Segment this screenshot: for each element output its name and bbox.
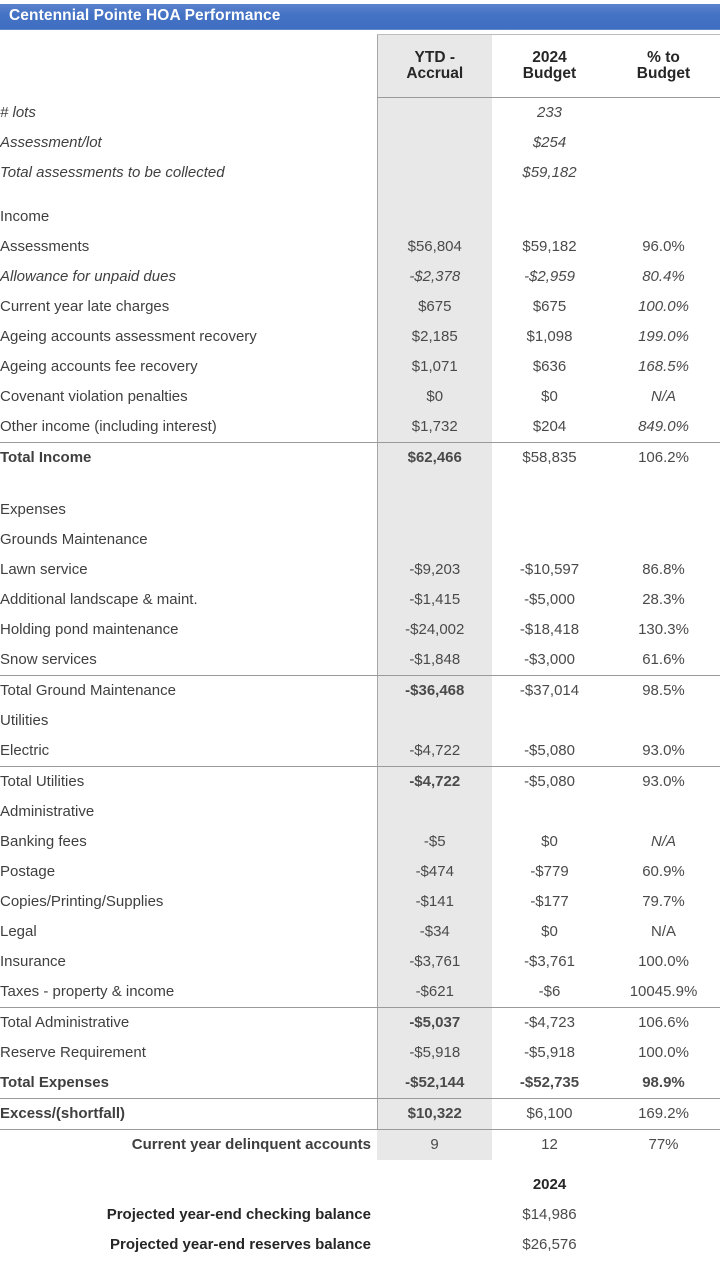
row-label: Current year delinquent accounts <box>131 1136 371 1154</box>
row-label: Assessment/lot <box>0 134 102 152</box>
row-label: Assessments <box>0 238 90 256</box>
section-pct <box>607 525 720 555</box>
section-ytd <box>377 525 492 555</box>
row-ytd: -$3,761 <box>377 947 492 977</box>
row-ytd: -$34 <box>377 917 492 947</box>
spacer-pct <box>607 473 720 495</box>
row-pct: 79.7% <box>642 893 685 911</box>
row-budget: -$3,000 <box>492 645 607 676</box>
row-pct: 169.2% <box>607 1099 720 1130</box>
row-budget: -$4,723 <box>524 1014 575 1032</box>
table-row-excess-shortfall <box>0 1099 720 1130</box>
table-row-total-ground-maintenance <box>0 676 720 707</box>
section-label: Income <box>0 208 50 226</box>
row-label: Ageing accounts fee recovery <box>0 358 198 376</box>
row-budget: -$52,735 <box>492 1068 607 1099</box>
spacer-budget <box>492 188 607 202</box>
row-ytd: $1,732 <box>377 412 492 443</box>
row-pct: N/A <box>650 923 676 941</box>
row-ytd: $2,185 <box>377 322 492 352</box>
header-2024-budget <box>492 35 607 98</box>
row-pct: 28.3% <box>642 591 685 609</box>
section-budget <box>492 706 607 736</box>
row-budget: $636 <box>532 358 567 376</box>
section-ytd <box>377 797 492 827</box>
row-ytd: $0 <box>377 382 492 412</box>
section-ytd <box>377 495 492 525</box>
row-budget: -$177 <box>530 893 569 911</box>
row-label: Current year late charges <box>0 298 170 316</box>
row-ytd: $62,466 <box>377 443 492 474</box>
row-ytd: -$36,468 <box>377 676 492 707</box>
table-row-ageing-fee-recovery <box>0 352 720 382</box>
row-label: Holding pond maintenance <box>0 621 179 639</box>
table-row-snow-services <box>0 645 720 676</box>
row-label: Postage <box>0 863 56 881</box>
row-pct: 168.5% <box>638 358 689 376</box>
table-row-total-utilities <box>0 767 720 798</box>
header-pct-to-budget <box>607 35 720 98</box>
section-heading-income <box>0 202 720 232</box>
row-label: Additional landscape & maint. <box>0 591 198 609</box>
table-row-additional-landscape <box>0 585 720 615</box>
row-ytd <box>377 158 492 188</box>
section-heading-administrative <box>0 797 720 827</box>
row-pct: 86.8% <box>642 561 685 579</box>
row-pct: 100.0% <box>638 1044 689 1062</box>
table-row-electric <box>0 736 720 767</box>
row-pct: 61.6% <box>607 645 720 676</box>
row-label: Insurance <box>0 953 66 971</box>
table-row-other-income <box>0 412 720 443</box>
table-row-reserve-requirement <box>0 1038 720 1068</box>
row-ytd <box>377 98 492 128</box>
section-label: Grounds Maintenance <box>0 531 148 549</box>
row-pct: 93.0% <box>607 736 720 767</box>
page-title: Centennial Pointe HOA Performance <box>9 7 281 24</box>
row-label: Reserve Requirement <box>0 1044 146 1062</box>
row-budget: -$5,080 <box>492 736 607 767</box>
table-row-covenant-violation-penalties <box>0 382 720 412</box>
row-pct <box>607 158 720 188</box>
row-budget: -$779 <box>530 863 569 881</box>
row-budget: -$5,000 <box>524 591 575 609</box>
row-pct: 98.9% <box>607 1068 720 1099</box>
row-budget: $675 <box>532 298 567 316</box>
spacer-label <box>0 188 377 202</box>
row-pct: 93.0% <box>642 773 685 791</box>
spacer-row <box>0 473 720 495</box>
section-budget <box>492 797 607 827</box>
table-row-copies-printing-supplies <box>0 887 720 917</box>
projected-checking-row <box>0 1206 720 1236</box>
projected-balances-block <box>0 1176 720 1266</box>
row-ytd: -$9,203 <box>377 555 492 585</box>
section-heading-utilities <box>0 706 720 736</box>
table-row-ageing-assessment-recovery <box>0 322 720 352</box>
row-budget: -$2,959 <box>524 268 575 286</box>
row-pct: 849.0% <box>607 412 720 443</box>
table-row-holding-pond-maintenance <box>0 615 720 645</box>
spacer-row <box>0 188 720 202</box>
row-pct: 100.0% <box>638 953 689 971</box>
projected-reserves-label: Projected year-end reserves balance <box>110 1236 371 1253</box>
table-row-taxes-property-income <box>0 977 720 1008</box>
row-label: # lots <box>0 104 36 122</box>
row-label: Total assessments to be collected <box>0 164 225 182</box>
row-pct: 106.2% <box>638 449 689 467</box>
table-row-lots <box>0 98 720 128</box>
row-label: Banking fees <box>0 833 87 851</box>
table-row-postage <box>0 857 720 887</box>
header-pct-line1: % to <box>647 48 680 66</box>
table-row-assessments <box>0 232 720 262</box>
row-budget: -$5,918 <box>524 1044 575 1062</box>
row-label: Total Utilities <box>0 773 85 791</box>
row-budget: -$3,761 <box>524 953 575 971</box>
row-ytd: 9 <box>377 1130 492 1161</box>
row-budget: -$5,080 <box>524 773 575 791</box>
section-budget <box>492 202 607 232</box>
row-budget: $254 <box>532 134 567 152</box>
table-row-banking-fees <box>0 827 720 857</box>
section-label: Expenses <box>0 501 66 519</box>
row-ytd: -$52,144 <box>377 1068 492 1099</box>
row-budget: -$18,418 <box>519 621 580 639</box>
row-pct <box>607 128 720 158</box>
row-budget: $204 <box>492 412 607 443</box>
row-ytd: -$141 <box>377 887 492 917</box>
projected-year-label: 2024 <box>532 1176 567 1193</box>
row-budget: -$6 <box>492 977 607 1008</box>
row-ytd: -$5 <box>377 827 492 857</box>
table-row-lawn-service <box>0 555 720 585</box>
header-label-cell <box>0 35 377 98</box>
section-pct <box>607 797 720 827</box>
row-ytd: -$1,415 <box>377 585 492 615</box>
row-label: Lawn service <box>0 561 88 579</box>
table-row-allowance-unpaid-dues <box>0 262 720 292</box>
row-ytd: -$2,378 <box>377 262 492 292</box>
row-label: Electric <box>0 736 377 767</box>
projected-year-row <box>0 1176 720 1206</box>
header-ytd-accrual <box>377 35 492 98</box>
row-budget: $0 <box>541 388 558 406</box>
table-row-insurance <box>0 947 720 977</box>
table-row-delinquent-accounts <box>0 1130 720 1161</box>
section-pct <box>607 495 720 525</box>
table-row-total-assessments-collected <box>0 158 720 188</box>
row-pct: 100.0% <box>638 298 689 316</box>
section-ytd <box>377 202 492 232</box>
row-budget: $1,098 <box>526 328 573 346</box>
spacer-ytd <box>377 473 492 495</box>
projected-checking-label: Projected year-end checking balance <box>106 1206 371 1223</box>
spacer-label <box>0 473 377 495</box>
spacer-pct <box>607 188 720 202</box>
row-ytd: $1,071 <box>377 352 492 382</box>
row-ytd: -$4,722 <box>377 736 492 767</box>
table-row-legal <box>0 917 720 947</box>
row-budget: $0 <box>541 923 558 941</box>
row-pct: 98.5% <box>642 682 685 700</box>
table-row-total-expenses <box>0 1068 720 1099</box>
row-label: Allowance for unpaid dues <box>0 268 176 286</box>
table-row-total-income <box>0 443 720 474</box>
row-pct: 199.0% <box>638 328 689 346</box>
row-label: Copies/Printing/Supplies <box>0 893 164 911</box>
table-row-assessment-per-lot <box>0 128 720 158</box>
row-pct: 96.0% <box>642 238 685 256</box>
section-pct <box>607 202 720 232</box>
section-label: Administrative <box>0 803 95 821</box>
projected-reserves-row <box>0 1236 720 1266</box>
row-pct: N/A <box>650 833 676 851</box>
row-budget: -$37,014 <box>519 682 580 700</box>
row-label: Total Administrative <box>0 1014 130 1032</box>
projected-reserves-value: $26,576 <box>522 1236 577 1253</box>
row-budget: -$10,597 <box>519 561 580 579</box>
row-budget: 12 <box>541 1136 558 1154</box>
row-budget: $58,835 <box>522 449 577 467</box>
row-label: Snow services <box>0 645 377 676</box>
section-budget <box>492 495 607 525</box>
row-pct <box>607 98 720 128</box>
financial-table <box>0 34 720 1160</box>
section-ytd <box>377 706 492 736</box>
row-pct: N/A <box>650 388 676 406</box>
section-label: Utilities <box>0 712 49 730</box>
row-label: Total Ground Maintenance <box>0 682 176 700</box>
row-ytd: $56,804 <box>377 232 492 262</box>
row-pct: 10045.9% <box>607 977 720 1008</box>
row-ytd: -$621 <box>377 977 492 1008</box>
row-ytd: -$5,918 <box>377 1038 492 1068</box>
header-ytd-line1: YTD - <box>414 48 455 66</box>
spacer-budget <box>492 473 607 495</box>
row-budget: 233 <box>536 104 563 122</box>
row-budget: $6,100 <box>492 1099 607 1130</box>
row-ytd: -$5,037 <box>377 1008 492 1039</box>
row-label: Legal <box>0 923 37 941</box>
row-label: Taxes - property & income <box>0 977 377 1008</box>
table-row-total-administrative <box>0 1008 720 1039</box>
row-pct: 60.9% <box>642 863 685 881</box>
table-header-row <box>0 35 720 98</box>
row-ytd: -$1,848 <box>377 645 492 676</box>
section-budget <box>492 525 607 555</box>
header-budget-line1: 2024 <box>532 48 567 66</box>
row-label: Ageing accounts assessment recovery <box>0 328 257 346</box>
row-label: Other income (including interest) <box>0 412 377 443</box>
header-ytd-line2: Accrual <box>406 65 464 82</box>
row-label: Total Income <box>0 449 92 467</box>
section-heading-grounds-maintenance <box>0 525 720 555</box>
section-heading-expenses <box>0 495 720 525</box>
row-budget: $59,182 <box>522 238 577 256</box>
section-pct <box>607 706 720 736</box>
table-row-current-year-late-charges <box>0 292 720 322</box>
row-ytd: $10,322 <box>377 1099 492 1130</box>
row-ytd: $675 <box>377 292 492 322</box>
spacer-ytd <box>377 188 492 202</box>
report-title-bar <box>0 4 720 30</box>
row-ytd <box>377 128 492 158</box>
row-ytd: -$474 <box>377 857 492 887</box>
row-label: Excess/(shortfall) <box>0 1099 377 1130</box>
row-budget: $0 <box>541 833 558 851</box>
projected-checking-value: $14,986 <box>522 1206 577 1223</box>
row-pct: 106.6% <box>638 1014 689 1032</box>
row-pct: 80.4% <box>642 268 685 286</box>
row-ytd: -$24,002 <box>377 615 492 645</box>
row-budget: $59,182 <box>522 164 577 182</box>
header-budget-line2: Budget <box>522 65 577 82</box>
row-pct: 77% <box>648 1136 679 1154</box>
row-ytd: -$4,722 <box>377 767 492 798</box>
row-label: Covenant violation penalties <box>0 388 188 406</box>
row-label: Total Expenses <box>0 1068 377 1099</box>
row-pct: 130.3% <box>638 621 689 639</box>
header-pct-line2: Budget <box>636 65 691 82</box>
